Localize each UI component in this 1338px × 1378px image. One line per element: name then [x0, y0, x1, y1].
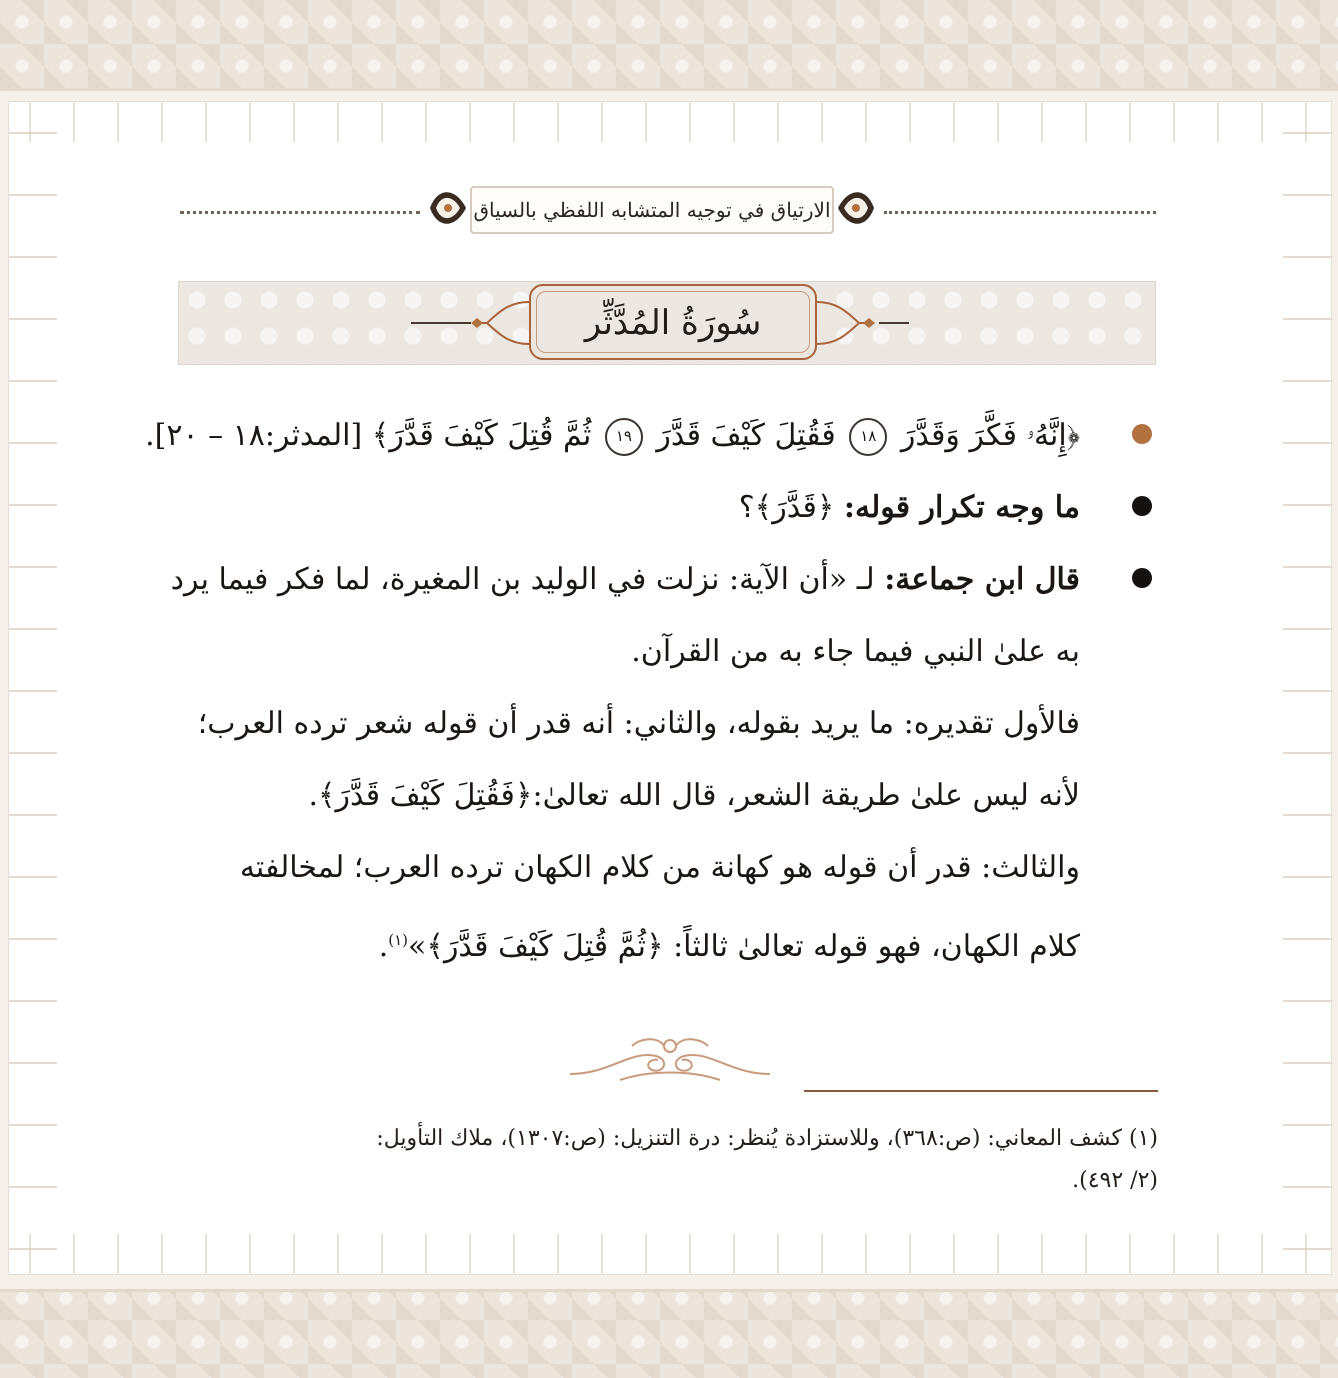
paragraph-4-end: .	[378, 929, 389, 964]
header-ornament-right-icon	[834, 182, 878, 234]
bottom-border-ornament	[9, 1234, 1331, 1274]
quran-text-part1: ﴿إِنَّهُۥ فَكَّرَ وَقَدَّرَ	[900, 418, 1080, 453]
right-border-ornament	[1283, 102, 1331, 1274]
top-border-ornament	[9, 102, 1331, 142]
paragraph-4: كلام الكهان، فهو قوله تعالىٰ ثالثاً: ﴿ثُمَّ قُتِلَ كَيْفَ قَدَّرَ﴾»	[408, 929, 1080, 964]
ayah-number-19: ١٩	[605, 418, 643, 456]
main-content	[145, 400, 1158, 983]
answer-line1: لـ «أن الآية: نزلت في الوليد بن المغيرة، لما فكر فيما يرد	[170, 562, 885, 597]
surah-title: سُورَةُ المُدَّثِّر	[536, 291, 810, 353]
list-item-answer	[170, 544, 1158, 616]
footnote-line1: (١) كشف المعاني: (ص:٣٦٨)، وللاستزادة يُنظر: درة التنزيل: (ص:١٣٠٧)، ملاك التأويل:	[376, 1126, 1158, 1151]
surah-title-frame	[529, 284, 817, 360]
ayah-number-18: ١٨	[849, 418, 887, 456]
question-quote: ﴿قَدَّرَ﴾	[754, 490, 835, 525]
paragraph-2: لأنه ليس علىٰ طريقة الشعر، قال الله تعالىٰ:﴿فَقُتِلَ كَيْفَ قَدَّرَ﴾.	[308, 778, 1080, 813]
list-item-question	[180, 472, 1158, 544]
bullet-black	[1132, 496, 1152, 516]
running-header	[180, 178, 1156, 238]
left-border-ornament	[9, 102, 57, 1274]
quran-text-part2: فَقُتِلَ كَيْفَ قَدَّرَ	[656, 418, 836, 453]
answer-lead: قال ابن جماعة:	[884, 562, 1080, 597]
section-flourish-icon	[560, 1030, 780, 1090]
question-mark: ؟	[738, 490, 755, 525]
question-text: ما وجه تكرار قوله:	[843, 490, 1080, 525]
banner-line-left	[411, 322, 471, 324]
paragraph-3: والثالث: قدر أن قوله هو كهانة من كلام الكهان ترده العرب؛ لمخالفته	[239, 850, 1080, 885]
bullet-black	[1132, 568, 1152, 588]
paragraph-4-wrap	[180, 904, 1158, 983]
banner-cap-right-icon	[817, 298, 877, 348]
footnote-marker: (١)	[388, 931, 409, 949]
header-ornament-left-icon	[426, 182, 470, 234]
banner-cap-left-icon	[469, 298, 529, 348]
surah-title-banner	[178, 281, 1156, 365]
footnote	[180, 1118, 1158, 1202]
verse-reference: [المدثر:١٨ – ٢٠].	[145, 418, 363, 453]
banner-line-right	[879, 322, 909, 324]
answer-line2: به علىٰ النبي فيما جاء به من القرآن.	[631, 634, 1080, 669]
footnote-line2: (٢/ ٤٩٢).	[1072, 1168, 1158, 1193]
list-item-verses	[145, 400, 1158, 472]
footnote-separator	[804, 1090, 1158, 1092]
quran-text-part3: ثُمَّ قُتِلَ كَيْفَ قَدَّرَ﴾	[371, 418, 592, 453]
bullet-brown	[1132, 424, 1152, 444]
header-dotted-leader-right	[884, 211, 1156, 214]
running-header-title: الارتياق في توجيه المتشابه اللفظي بالسياق	[470, 186, 834, 234]
paragraph-1: فالأول تقديره: ما يريد بقوله، والثاني: أنه قدر أن قوله شعر ترده العرب؛	[197, 706, 1080, 741]
header-dotted-leader-left	[180, 211, 420, 214]
